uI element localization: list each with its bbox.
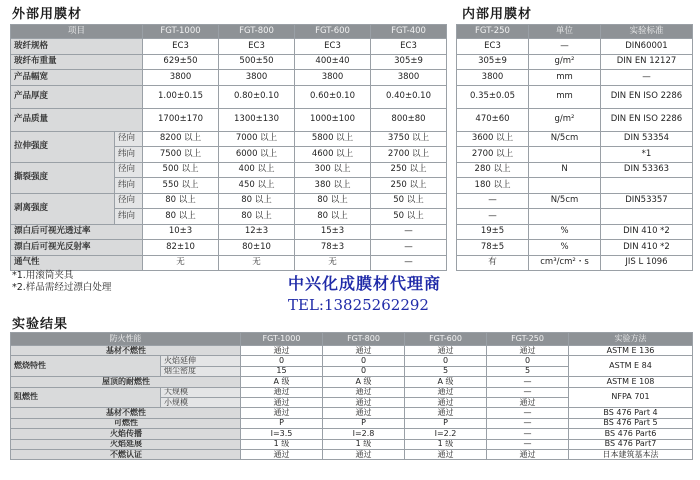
inner-cell [529,178,601,194]
inner-header-col: 单位 [529,25,601,39]
outer-cell: 7500 以上 [143,147,219,163]
inner-cell: cm³/cm²・s [529,255,601,271]
inner-cell [601,178,693,194]
inner-cell: — [529,39,601,55]
test-cell: 5 [487,366,569,376]
inner-header-row [457,25,693,39]
outer-cell: 80 以上 [295,193,371,209]
test-row-label: 火焰传播 [11,429,241,439]
outer-row-label: 漂白后可视光透过率 [11,224,143,240]
outer-cell: 3800 [143,70,219,86]
outer-cell: — [371,255,447,271]
test-cell: 通过 [241,346,323,356]
inner-cell: N [529,162,601,178]
test-row-sublabel: 小规模 [161,397,241,407]
outer-cell: 800±80 [371,108,447,131]
test-cell: 通过 [323,449,405,459]
inner-cell: DIN60001 [601,39,693,55]
outer-cell: 3750 以上 [371,131,447,147]
outer-cell: 15±3 [295,224,371,240]
test-cell: 通过 [241,449,323,459]
test-row-sublabel: 火焰延伸 [161,356,241,366]
inner-cell: % [529,240,601,256]
outer-row-label: 通气性 [11,255,143,271]
outer-row-label: 漂白后可视光反射率 [11,240,143,256]
test-cell: BS 476 Part 4 [569,408,693,418]
test-cell: P [405,418,487,428]
test-row-label: 可燃性 [11,418,241,428]
test-cell: 日本建筑基本法 [569,449,693,459]
test-cell: 通过 [323,397,405,407]
outer-section-title: 外部用膜材 [12,7,83,22]
outer-cell: 82±10 [143,240,219,256]
inner-cell: DIN 53354 [601,131,693,147]
test-cell: 通过 [323,346,405,356]
test-header-col: FGT-600 [405,333,487,346]
test-row [11,356,693,366]
test-cell: 通过 [323,408,405,418]
outer-row-sublabel: 径向 [115,162,143,178]
outer-cell: EC3 [143,39,219,55]
outer-row-label: 产品幅宽 [11,70,143,86]
inner-row [457,209,693,225]
outer-header-col: FGT-600 [295,25,371,39]
outer-row-label: 剥离强度 [11,193,115,224]
test-cell: 1 级 [405,439,487,449]
outer-cell: 80±10 [219,240,295,256]
test-cell: — [487,429,569,439]
test-cell: P [241,418,323,428]
test-cell: I=2.8 [323,429,405,439]
test-row-label: 不燃认证 [11,449,241,459]
inner-cell: 305±9 [457,54,529,70]
inner-cell: 3800 [457,70,529,86]
outer-cell: 3800 [371,70,447,86]
outer-header-col: FGT-800 [219,25,295,39]
inner-cell: 有 [457,255,529,271]
inner-cell: g/m² [529,54,601,70]
test-cell: 0 [323,356,405,366]
test-cell: I=3.5 [241,429,323,439]
test-cell: 通过 [241,397,323,407]
test-cell: P [323,418,405,428]
test-header-item: 防火性能 [11,333,241,346]
inner-row [457,108,693,131]
test-row [11,439,693,449]
test-row [11,429,693,439]
test-cell: — [487,387,569,397]
outer-cell: 250 以上 [371,178,447,194]
outer-cell: 无 [143,255,219,271]
outer-cell: 1300±130 [219,108,295,131]
outer-cell: EC3 [219,39,295,55]
outer-row-sublabel: 径向 [115,193,143,209]
test-cell: NFPA 701 [569,387,693,408]
test-cell: — [487,408,569,418]
outer-row [11,224,447,240]
outer-cell: 10±3 [143,224,219,240]
test-cell: BS 476 Part 5 [569,418,693,428]
outer-cell: EC3 [295,39,371,55]
test-row [11,449,693,459]
inner-cell: DIN 410 *2 [601,240,693,256]
outer-row [11,108,447,131]
footnote-1: *1.用滚筒夹具 [12,270,74,281]
outer-row-sublabel: 纬向 [115,209,143,225]
test-cell: 通过 [323,387,405,397]
outer-header-item: 项目 [11,25,143,39]
test-cell: 通过 [487,397,569,407]
test-row [11,418,693,428]
inner-cell: 0.35±0.05 [457,85,529,108]
outer-row [11,85,447,108]
inner-cell: *1 [601,147,693,163]
inner-cell: mm [529,70,601,86]
outer-cell: 80 以上 [219,209,295,225]
test-cell: ASTM E 84 [569,356,693,377]
inner-row [457,193,693,209]
test-row [11,346,693,356]
inner-cell: 3600 以上 [457,131,529,147]
test-row [11,387,693,397]
test-cell: 0 [487,356,569,366]
test-row [11,377,693,387]
outer-cell: 1000±100 [295,108,371,131]
test-row-label: 基材不燃性 [11,346,241,356]
inner-cell: EC3 [457,39,529,55]
outer-header-col: FGT-1000 [143,25,219,39]
inner-header-col: FGT-250 [457,25,529,39]
outer-cell: 0.80±0.10 [219,85,295,108]
fire-test-table [10,332,693,460]
test-cell: 0 [241,356,323,366]
test-cell: — [487,439,569,449]
outer-row-label: 撕裂强度 [11,162,115,193]
inner-cell: DIN EN ISO 2286 [601,108,693,131]
inner-cell: N/5cm [529,193,601,209]
outer-cell: 80 以上 [295,209,371,225]
test-cell: 通过 [241,408,323,418]
inner-cell: DIN EN ISO 2286 [601,85,693,108]
outer-cell: 400 以上 [219,162,295,178]
outer-row-label: 玻纤布重量 [11,54,143,70]
outer-cell: 8200 以上 [143,131,219,147]
test-cell: 通过 [487,346,569,356]
outer-cell: 550 以上 [143,178,219,194]
inner-cell: DIN53357 [601,193,693,209]
footnote-2: *2.样品需经过漂白处理 [12,282,112,293]
inner-cell: DIN EN 12127 [601,54,693,70]
outer-cell: 500±50 [219,54,295,70]
test-header-col: FGT-250 [487,333,569,346]
test-row-label: 阻燃性 [11,387,161,408]
test-cell: 0 [323,366,405,376]
test-cell: 1 级 [323,439,405,449]
outer-row [11,70,447,86]
outer-cell: 629±50 [143,54,219,70]
test-cell: A 级 [405,377,487,387]
outer-row [11,39,447,55]
outer-cell: 50 以上 [371,193,447,209]
outer-cell: 305±9 [371,54,447,70]
inner-cell: 19±5 [457,224,529,240]
outer-cell: 80 以上 [143,193,219,209]
test-cell: 15 [241,366,323,376]
outer-cell: 400±40 [295,54,371,70]
test-cell: A 级 [323,377,405,387]
footnotes [12,270,111,294]
outer-cell: 无 [219,255,295,271]
outer-row-label: 产品质量 [11,108,143,131]
outer-cell: 380 以上 [295,178,371,194]
outer-cell: EC3 [371,39,447,55]
inner-cell: DIN 53363 [601,162,693,178]
test-row-sublabel: 大规模 [161,387,241,397]
inner-section-title: 内部用膜材 [462,7,533,22]
outer-row [11,54,447,70]
outer-cell: — [371,240,447,256]
test-cell: ASTM E 136 [569,346,693,356]
inner-header-col: 实验标准 [601,25,693,39]
test-header-col: FGT-800 [323,333,405,346]
inner-cell: — [601,70,693,86]
test-header-row [11,333,693,346]
outer-cell: 3800 [295,70,371,86]
inner-cell: g/m² [529,108,601,131]
test-row-label: 火焰延展 [11,439,241,449]
outer-cell: 80 以上 [143,209,219,225]
test-cell: — [487,418,569,428]
inner-cell: mm [529,85,601,108]
inner-spec-table [456,24,693,271]
inner-cell [529,147,601,163]
outer-cell: 5800 以上 [295,131,371,147]
test-cell: 通过 [405,449,487,459]
inner-cell: 2700 以上 [457,147,529,163]
test-cell: 通过 [405,387,487,397]
inner-row [457,54,693,70]
test-row [11,408,693,418]
inner-cell: — [457,193,529,209]
inner-row [457,131,693,147]
inner-cell [529,209,601,225]
outer-row-sublabel: 纬向 [115,178,143,194]
outer-header-col: FGT-400 [371,25,447,39]
inner-cell: 470±60 [457,108,529,131]
inner-cell: N/5cm [529,131,601,147]
outer-cell: 0.40±0.10 [371,85,447,108]
test-row-sublabel: 烟尘密度 [161,366,241,376]
dealer-stamp [288,271,441,314]
outer-cell: 78±3 [295,240,371,256]
test-section-title: 实验结果 [12,317,69,332]
outer-cell: 250 以上 [371,162,447,178]
outer-cell: 4600 以上 [295,147,371,163]
test-cell: ASTM E 108 [569,377,693,387]
outer-row-sublabel: 径向 [115,131,143,147]
inner-cell: — [457,209,529,225]
outer-spec-table [10,24,447,271]
outer-cell: 2700 以上 [371,147,447,163]
outer-header-row [11,25,447,39]
inner-row [457,162,693,178]
outer-row-sublabel: 纬向 [115,147,143,163]
test-cell: 通过 [241,387,323,397]
outer-cell: 450 以上 [219,178,295,194]
outer-row-label: 拉伸强度 [11,131,115,162]
inner-row [457,70,693,86]
test-header-col: 实验方法 [569,333,693,346]
test-cell: 通过 [487,449,569,459]
inner-cell: 78±5 [457,240,529,256]
inner-cell: 180 以上 [457,178,529,194]
inner-cell: % [529,224,601,240]
outer-cell: 300 以上 [295,162,371,178]
test-row-label: 燃烧特性 [11,356,161,377]
outer-cell: 80 以上 [219,193,295,209]
outer-cell: 无 [295,255,371,271]
test-cell: A 级 [241,377,323,387]
outer-row-label: 产品厚度 [11,85,143,108]
outer-row [11,255,447,271]
test-cell: 通过 [405,397,487,407]
outer-row [11,162,447,178]
inner-row [457,178,693,194]
test-cell: I=2.2 [405,429,487,439]
outer-cell: 500 以上 [143,162,219,178]
outer-row [11,193,447,209]
inner-cell [601,209,693,225]
outer-row-label: 玻纤规格 [11,39,143,55]
test-cell: 1 级 [241,439,323,449]
inner-cell: DIN 410 *2 [601,224,693,240]
test-header-col: FGT-1000 [241,333,323,346]
test-cell: 0 [405,356,487,366]
outer-cell: 50 以上 [371,209,447,225]
test-row-label: 屋顶的耐燃性 [11,377,241,387]
inner-cell: 280 以上 [457,162,529,178]
inner-row [457,147,693,163]
test-cell: — [487,377,569,387]
outer-cell: 1.00±0.15 [143,85,219,108]
outer-cell: 6000 以上 [219,147,295,163]
test-cell: 通过 [405,346,487,356]
outer-cell: 3800 [219,70,295,86]
outer-cell: 1700±170 [143,108,219,131]
test-cell: 5 [405,366,487,376]
outer-row [11,240,447,256]
outer-cell: 12±3 [219,224,295,240]
outer-row [11,131,447,147]
inner-row [457,240,693,256]
inner-row [457,85,693,108]
inner-row [457,224,693,240]
test-cell: 通过 [405,408,487,418]
test-cell: BS 476 Part7 [569,439,693,449]
outer-cell: — [371,224,447,240]
test-cell: BS 476 Part6 [569,429,693,439]
outer-cell: 0.60±0.10 [295,85,371,108]
dealer-phone: TEL:13825262292 [288,296,429,314]
dealer-name: 中兴化成膜材代理商 [288,274,442,293]
inner-cell: JIS L 1096 [601,255,693,271]
inner-row [457,255,693,271]
outer-cell: 7000 以上 [219,131,295,147]
test-row-label: 基材不燃性 [11,408,241,418]
inner-row [457,39,693,55]
